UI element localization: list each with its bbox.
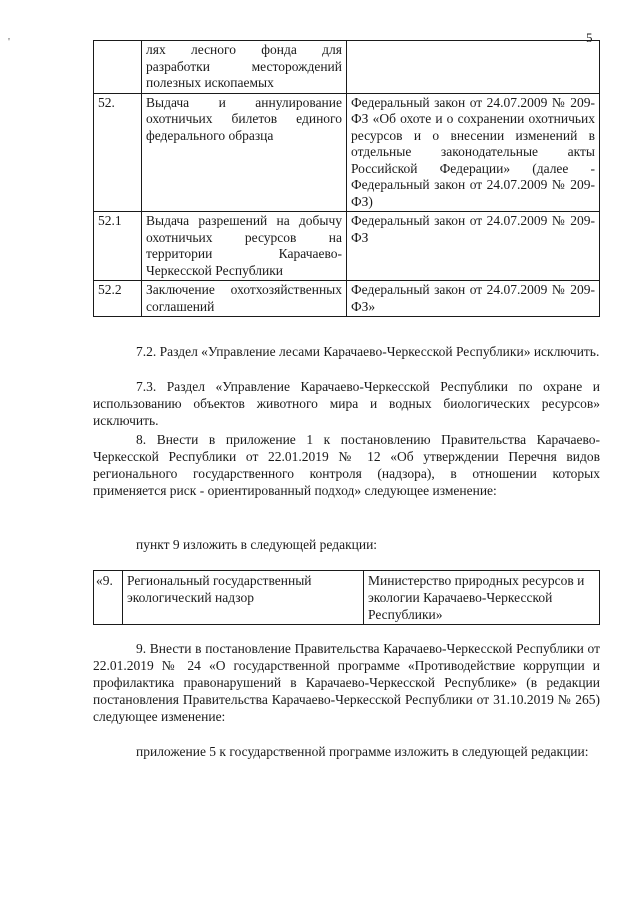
paragraph-9: 9. Внести в постановление Правительства Карачаево-Черкесской Республики от 22.01.2019 № 24 «О государственной программе «Противодействие коррупции и профилактика правонарушений в Карачаево-Черкесской Республике» (в редакции постановления Правительства Карачаево-Черкесской Республики от 31.10.2019 № 265) следующее изменение: bbox=[93, 641, 600, 724]
row-number: 52.1 bbox=[94, 212, 142, 281]
control-type-cell: Региональный государственный экологический надзор bbox=[123, 571, 364, 625]
table-row bbox=[94, 571, 600, 625]
table-row bbox=[94, 281, 600, 317]
page-number: 5 bbox=[586, 30, 593, 45]
paragraph-9-instruction: приложение 5 к государственной программе изложить в следующей редакции: bbox=[136, 744, 589, 759]
service-cell: Выдача разрешений на добычу охотничьих ресурсов на территории Карачаево-Черкесской Республики bbox=[142, 212, 347, 281]
service-cell: Выдача и аннулирование охотничьих билетов единого федерального образца bbox=[142, 93, 347, 212]
row-number bbox=[94, 41, 142, 94]
paragraph-7-3: 7.3. Раздел «Управление Карачаево-Черкесской Республики по охране и использованию объектов животного мира и водных биологических ресурсов» исключить. bbox=[93, 379, 600, 428]
law-cell: Федеральный закон от 24.07.2009 № 209-ФЗ «Об охоте и о сохранении охотничьих ресурсов и о внесении изменений в отдельные законодательные акты Российской Федерации» (далее - Федеральный закон от 24.07.2009 № 209-ФЗ) bbox=[347, 93, 600, 212]
service-cell: лях лесного фонда для разработки месторождений полезных ископаемых bbox=[142, 41, 347, 94]
table-row bbox=[94, 212, 600, 281]
services-table bbox=[93, 40, 600, 317]
service-cell: Заключение охотхозяйственных соглашений bbox=[142, 281, 347, 317]
table-row bbox=[94, 93, 600, 212]
law-cell: Федеральный закон от 24.07.2009 № 209-ФЗ bbox=[347, 212, 600, 281]
table-row bbox=[94, 41, 600, 94]
row-number: 52. bbox=[94, 93, 142, 212]
paragraph-8: 8. Внести в приложение 1 к постановлению Правительства Карачаево-Черкесской Республики от 22.01.2019 № 12 «Об утверждении Перечня видов регионального государственного контроля (надзора), в отношении которых применяется риск - ориентированный подход» следующее изменение: bbox=[93, 432, 600, 498]
paragraph-8-instruction: пункт 9 изложить в следующей редакции: bbox=[136, 537, 378, 552]
paragraph-7-2: 7.2. Раздел «Управление лесами Карачаево-Черкесской Республики» исключить. bbox=[136, 344, 600, 359]
law-cell bbox=[347, 41, 600, 94]
row-number: «9. bbox=[94, 571, 123, 625]
law-cell: Федеральный закон от 24.07.2009 № 209-ФЗ» bbox=[347, 281, 600, 317]
margin-mark: ' bbox=[8, 36, 10, 48]
ministry-cell: Министерство природных ресурсов и экологии Карачаево-Черкесской Республики» bbox=[364, 571, 600, 625]
control-table bbox=[93, 570, 600, 625]
row-number: 52.2 bbox=[94, 281, 142, 317]
